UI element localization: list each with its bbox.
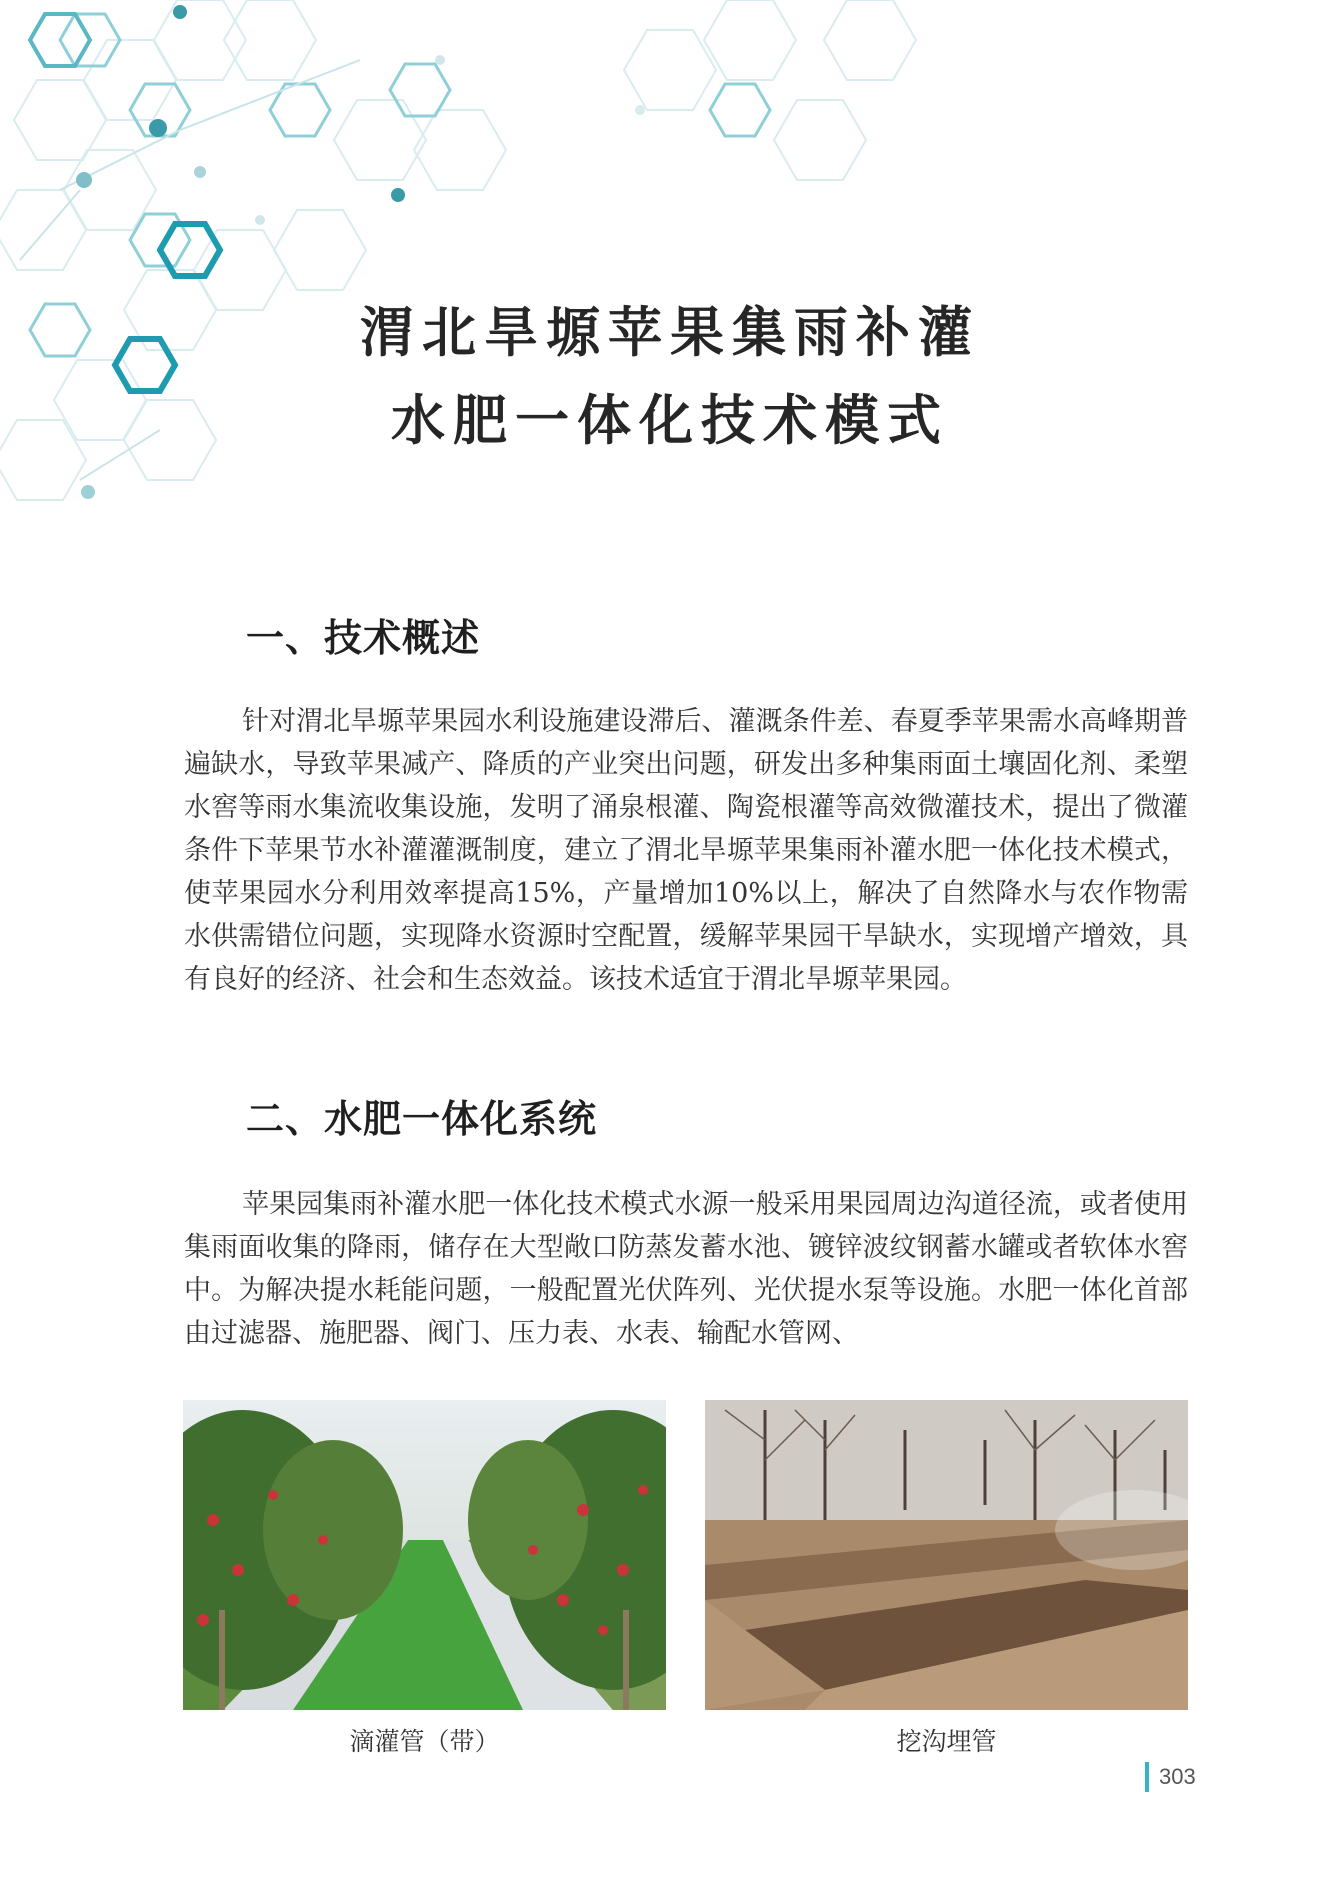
drip-irrigation-photo <box>183 1400 666 1710</box>
page-title-line-1: 渭北旱塬苹果集雨补灌 <box>360 300 980 364</box>
page-number: 303 <box>1145 1762 1196 1792</box>
fertigation-paragraph: 苹果园集雨补灌水肥一体化技术模式水源一般采用果园周边沟道径流，或者使用集雨面收集的降雨，储存在大型敞口防蒸发蓄水池、镀锌波纹钢蓄水罐或者软体水窖中。为解决提水耗能问题，一般配置光伏阵列、光伏提水泵等设施。水肥一体化首部由过滤器、施肥器、阀门、压力表、水表、输配水管网、 <box>184 1189 1188 1349</box>
section-heading-overview: 一、技术概述 <box>246 616 481 660</box>
trench-pipe-laying-photo <box>705 1400 1188 1710</box>
hexagon-decoration <box>0 0 1340 560</box>
caption-drip-irrigation: 滴灌管（带） <box>349 1727 500 1756</box>
page-title-line-2: 水肥一体化技术模式 <box>391 388 949 452</box>
overview-paragraph: 针对渭北旱塬苹果园水利设施建设滞后、灌溉条件差、春夏季苹果需水高峰期普遍缺水，导致苹果减产、降质的产业突出问题，研发出多种集雨面土壤固化剂、柔塑水窖等雨水集流收集设施，发明了涌泉根灌、陶瓷根灌等高效微灌技术，提出了微灌条件下苹果节水补灌灌溉制度，建立了渭北旱塬苹果集雨补灌水肥一体化技术模式，使苹果园水分利用效率提高15%，产量增加10%以上，解决了自然降水与农作物需水供需错位问题，实现降水资源时空配置，缓解苹果园干旱缺水，实现增产增效，具有良好的经济、社会和生态效益。该技术适宜于渭北旱塬苹果园。 <box>184 706 1188 995</box>
section-heading-fertigation-system: 二、水肥一体化系统 <box>246 1097 598 1141</box>
caption-trench-pipe: 挖沟埋管 <box>896 1727 997 1756</box>
